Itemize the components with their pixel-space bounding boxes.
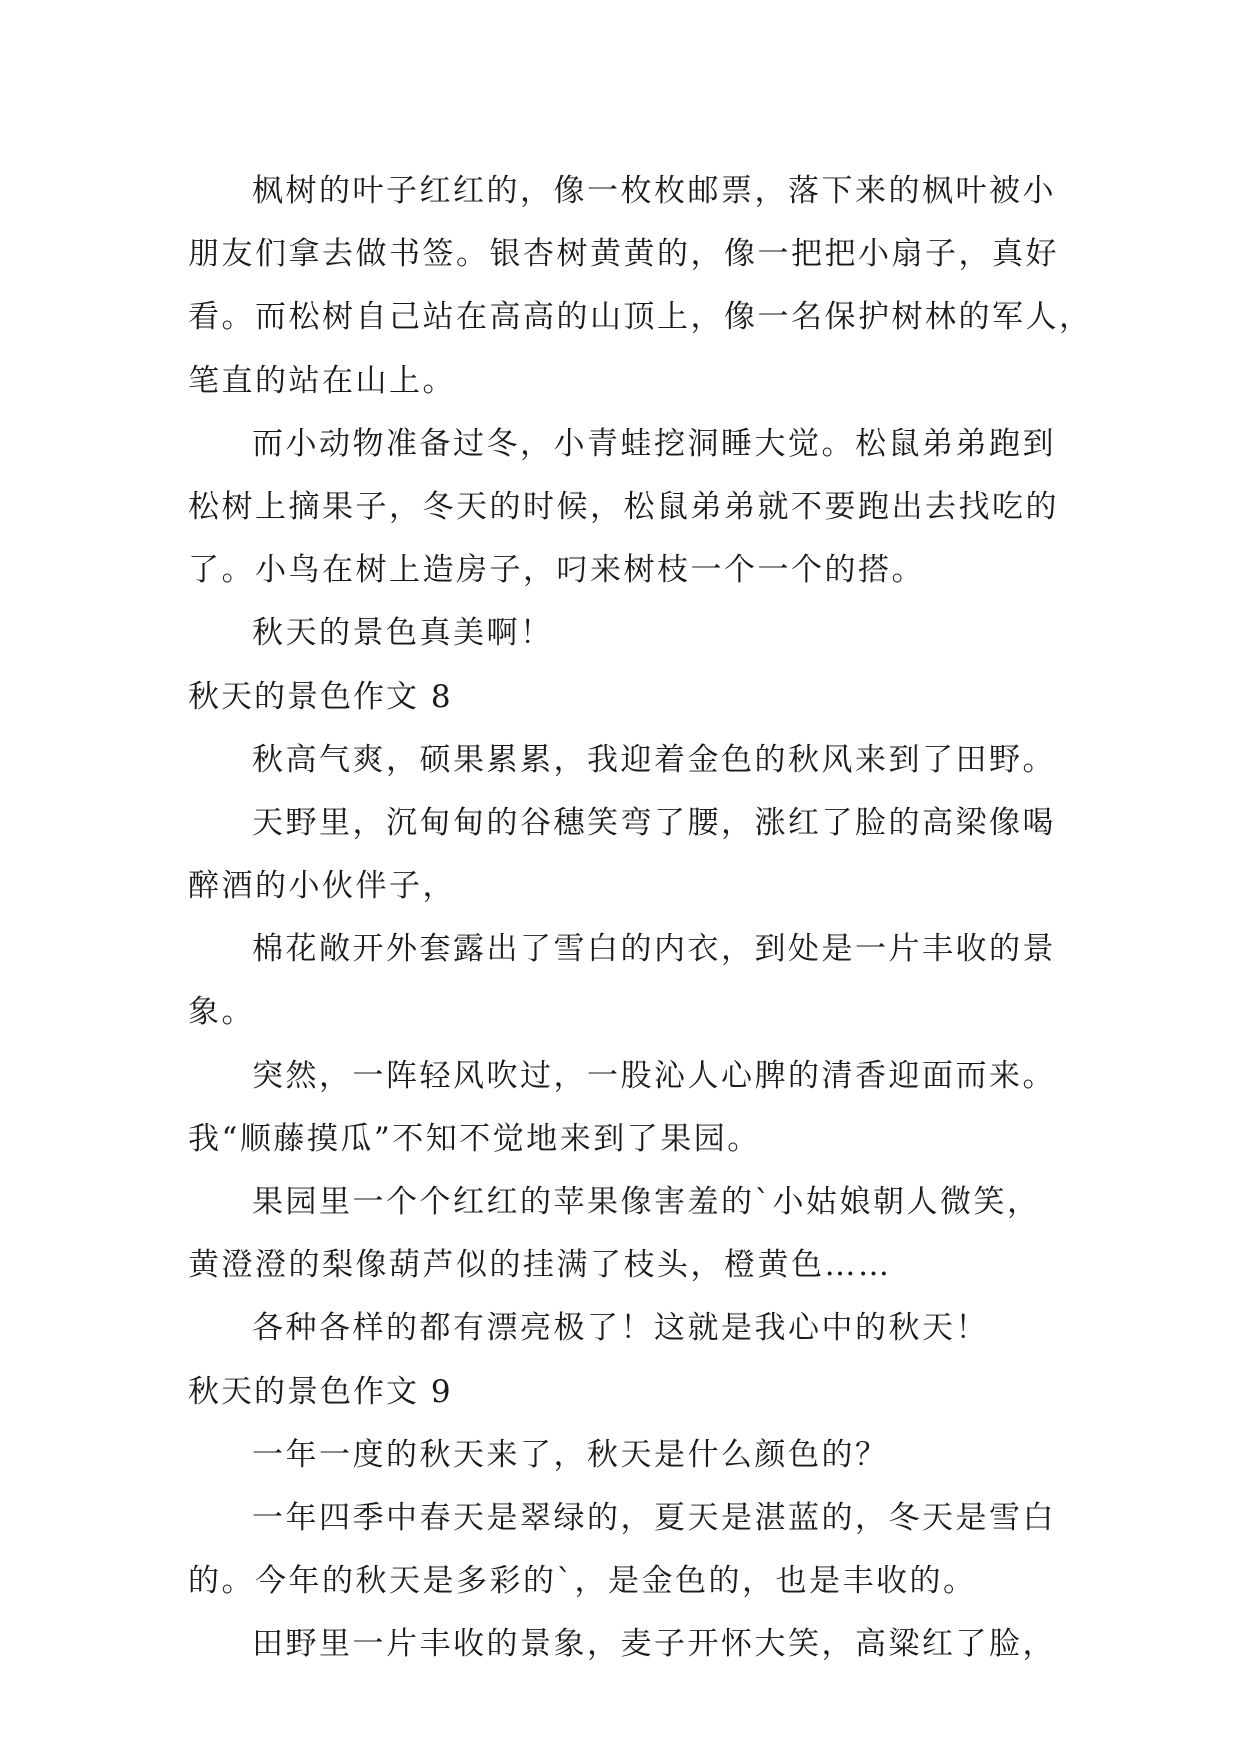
text-line: 黄澄澄的梨像葫芦似的挂满了枝头，橙黄色……: [188, 1247, 892, 1284]
text-line: 了。小鸟在树上造房子，叼来树枝一个一个的搭。: [188, 552, 925, 589]
text-line: 看。而松树自己站在高高的山顶上，像一名保护树林的军人，: [188, 299, 1093, 336]
text-line: 秋天的景色真美啊！: [252, 615, 554, 652]
text-line: 醉酒的小伙伴子，: [188, 868, 456, 905]
text-line: 松树上摘果子，冬天的时候，松鼠弟弟就不要跑出去找吃的: [188, 488, 1059, 525]
text-line: 我“顺藤摸瓜”不知不觉地来到了果园。: [188, 1120, 761, 1157]
text-line: 各种各样的都有漂亮极了！这就是我心中的秋天！: [252, 1310, 989, 1347]
text-line: 田野里一片丰收的景象，麦子开怀大笑，高粱红了脸，: [252, 1626, 1056, 1663]
document-body: [188, 160, 1093, 1677]
text-line: 朋友们拿去做书签。银杏树黄黄的，像一把把小扇子，真好: [188, 236, 1059, 273]
section-heading: 秋天的景色作文 8: [188, 678, 453, 715]
text-line: 枫树的叶子红红的，像一枚枚邮票，落下来的枫叶被小: [252, 173, 1056, 209]
text-line: 而小动物准备过冬，小青蛙挖洞睡大觉。松鼠弟弟跑到: [252, 425, 1056, 462]
text-line: 天野里，沉甸甸的谷穗笑弯了腰，涨红了脸的高梁像喝: [252, 804, 1056, 841]
text-line: 秋高气爽，硕果累累，我迎着金色的秋风来到了田野。: [252, 741, 1056, 778]
text-line: 象。: [188, 994, 255, 1031]
text-line: 一年一度的秋天来了，秋天是什么颜色的？: [252, 1436, 889, 1473]
text-line: 突然，一阵轻风吹过，一股沁人心脾的清香迎面而来。: [252, 1057, 1056, 1094]
text-line: 果园里一个个红红的苹果像害羞的`小姑娘朝人微笑，: [252, 1184, 1041, 1220]
section-heading: 秋天的景色作文 9: [188, 1373, 453, 1410]
text-line: 一年四季中春天是翠绿的，夏天是湛蓝的，冬天是雪白: [252, 1499, 1056, 1536]
text-line: 棉花敞开外套露出了雪白的内衣，到处是一片丰收的景: [252, 931, 1056, 968]
text-line: 的。今年的秋天是多彩的`，是金色的，也是丰收的。: [188, 1563, 977, 1600]
text-line: 笔直的站在山上。: [188, 362, 456, 399]
